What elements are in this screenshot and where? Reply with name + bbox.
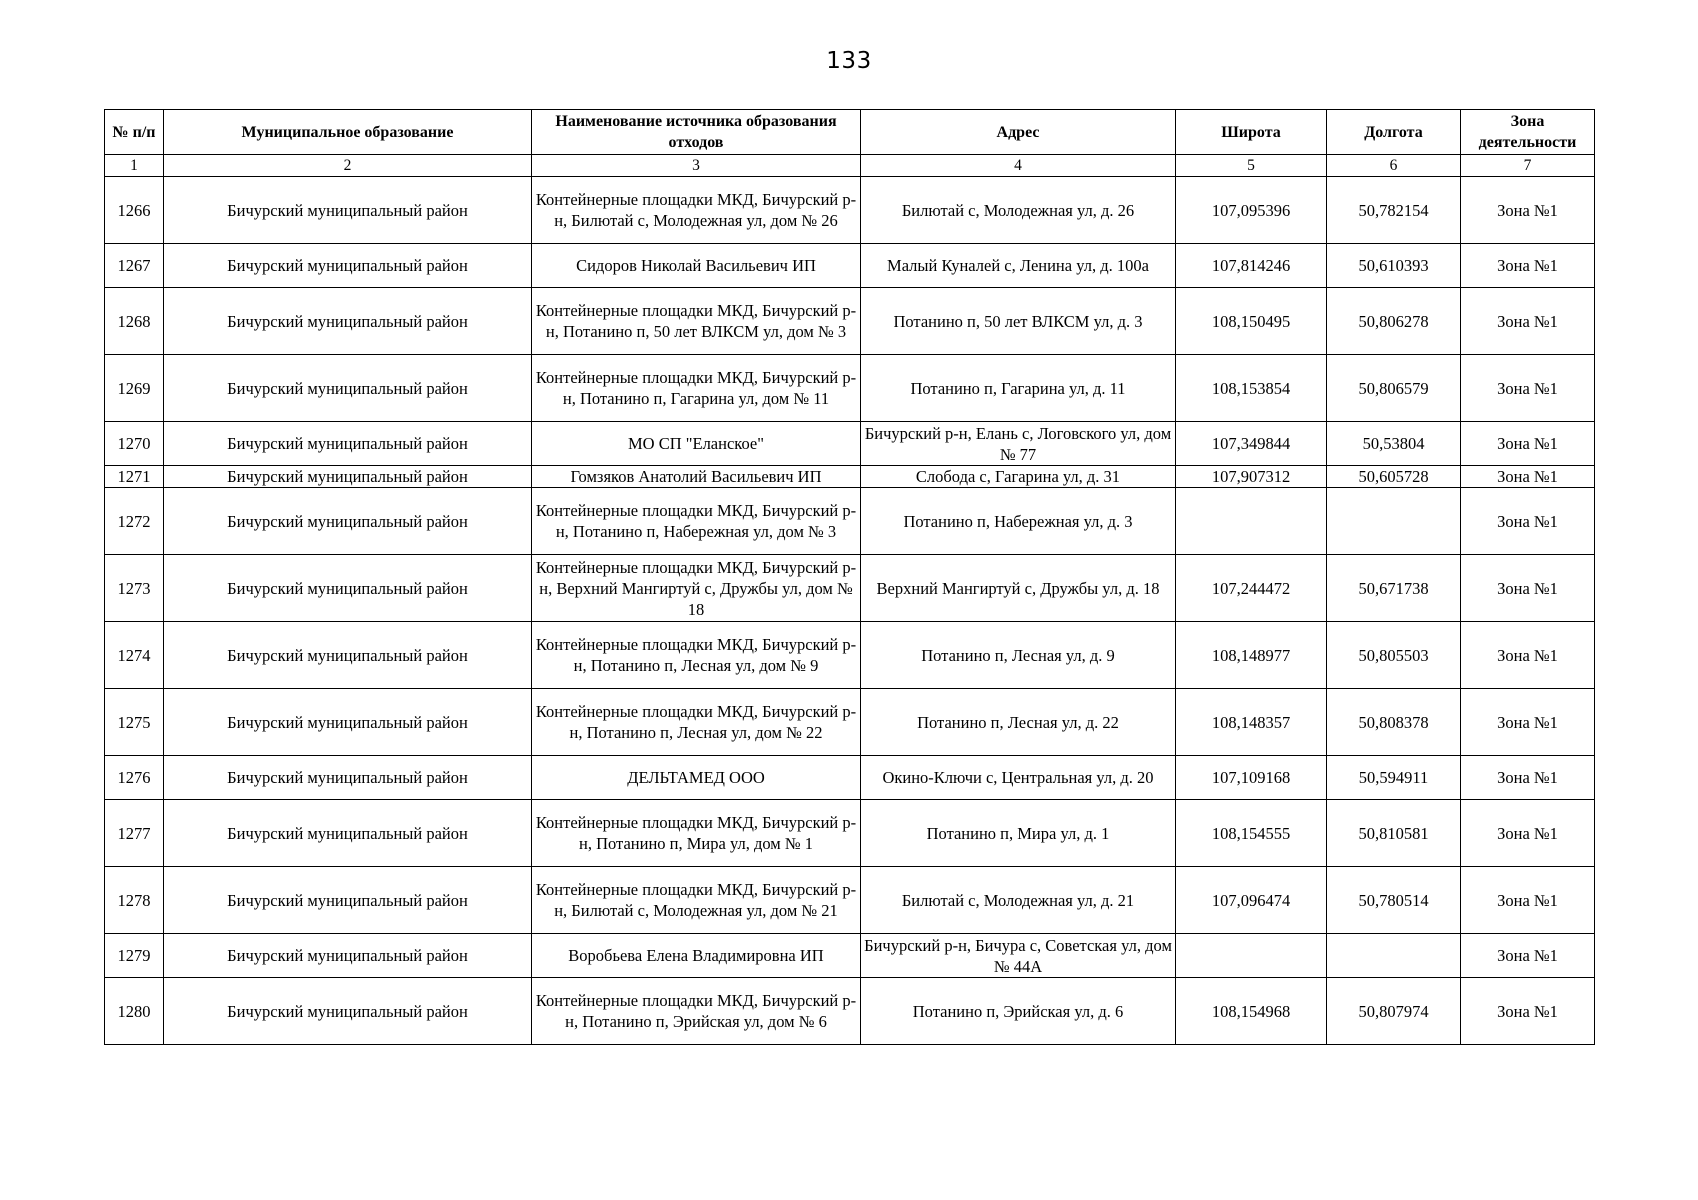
zone-cell: Зона №1 [1461, 934, 1595, 978]
source-cell: Контейнерные площадки МКД, Бичурский р-н, Билютай с, Молодежная ул, дом № 26 [532, 177, 861, 244]
source-cell: Гомзяков Анатолий Васильевич ИП [532, 466, 861, 488]
zone-cell: Зона №1 [1461, 466, 1595, 488]
table-row [105, 244, 1595, 288]
latitude-cell: 108,154968 [1176, 978, 1327, 1045]
zone-cell: Зона №1 [1461, 488, 1595, 555]
municipality-cell: Бичурский муниципальный район [164, 555, 532, 622]
longitude-cell: 50,780514 [1327, 867, 1461, 934]
header-row [105, 110, 1595, 155]
address-cell: Потанино п, Гагарина ул, д. 11 [861, 355, 1176, 422]
municipality-cell: Бичурский муниципальный район [164, 978, 532, 1045]
row-number-cell: 1266 [105, 177, 164, 244]
municipality-cell: Бичурский муниципальный район [164, 622, 532, 689]
table-row [105, 756, 1595, 800]
zone-cell: Зона №1 [1461, 978, 1595, 1045]
longitude-cell [1327, 488, 1461, 555]
municipality-cell: Бичурский муниципальный район [164, 689, 532, 756]
address-cell: Верхний Мангиртуй с, Дружбы ул, д. 18 [861, 555, 1176, 622]
latitude-cell: 108,148977 [1176, 622, 1327, 689]
header-cell-zone: Зона деятельности [1461, 110, 1595, 155]
address-cell: Потанино п, Лесная ул, д. 9 [861, 622, 1176, 689]
address-cell: Потанино п, 50 лет ВЛКСМ ул, д. 3 [861, 288, 1176, 355]
latitude-cell: 108,153854 [1176, 355, 1327, 422]
address-cell: Бичурский р-н, Бичура с, Советская ул, дом № 44А [861, 934, 1176, 978]
table-row [105, 978, 1595, 1045]
row-number-cell: 1273 [105, 555, 164, 622]
latitude-cell: 108,154555 [1176, 800, 1327, 867]
source-cell: Контейнерные площадки МКД, Бичурский р-н, Потанино п, Мира ул, дом № 1 [532, 800, 861, 867]
latitude-cell [1176, 934, 1327, 978]
address-cell: Потанино п, Набережная ул, д. 3 [861, 488, 1176, 555]
table-row [105, 934, 1595, 978]
address-cell: Слобода с, Гагарина ул, д. 31 [861, 466, 1176, 488]
address-cell: Малый Куналей с, Ленина ул, д. 100а [861, 244, 1176, 288]
address-cell: Билютай с, Молодежная ул, д. 26 [861, 177, 1176, 244]
table-row [105, 288, 1595, 355]
table-row [105, 466, 1595, 488]
latitude-cell: 107,095396 [1176, 177, 1327, 244]
column-number-cell: 7 [1461, 155, 1595, 177]
source-cell: Контейнерные площадки МКД, Бичурский р-н, Потанино п, Эрийская ул, дом № 6 [532, 978, 861, 1045]
table-row [105, 800, 1595, 867]
longitude-cell: 50,806278 [1327, 288, 1461, 355]
source-cell: Контейнерные площадки МКД, Бичурский р-н, Потанино п, 50 лет ВЛКСМ ул, дом № 3 [532, 288, 861, 355]
row-number-cell: 1271 [105, 466, 164, 488]
table-row [105, 488, 1595, 555]
latitude-cell: 107,814246 [1176, 244, 1327, 288]
table-row [105, 622, 1595, 689]
zone-cell: Зона №1 [1461, 355, 1595, 422]
table-row [105, 355, 1595, 422]
source-cell: Контейнерные площадки МКД, Бичурский р-н, Потанино п, Лесная ул, дом № 22 [532, 689, 861, 756]
table-row [105, 689, 1595, 756]
longitude-cell [1327, 934, 1461, 978]
table-row [105, 177, 1595, 244]
zone-cell: Зона №1 [1461, 800, 1595, 867]
municipality-cell: Бичурский муниципальный район [164, 422, 532, 466]
municipality-cell: Бичурский муниципальный район [164, 288, 532, 355]
longitude-cell: 50,605728 [1327, 466, 1461, 488]
page-number: 133 [826, 48, 872, 74]
header-cell-longitude: Долгота [1327, 110, 1461, 155]
row-number-cell: 1267 [105, 244, 164, 288]
header-cell-municipality: Муниципальное образование [164, 110, 532, 155]
longitude-cell: 50,671738 [1327, 555, 1461, 622]
longitude-cell: 50,805503 [1327, 622, 1461, 689]
row-number-cell: 1274 [105, 622, 164, 689]
longitude-cell: 50,53804 [1327, 422, 1461, 466]
column-number-cell: 3 [532, 155, 861, 177]
zone-cell: Зона №1 [1461, 555, 1595, 622]
row-number-cell: 1270 [105, 422, 164, 466]
source-cell: МО СП "Еланское" [532, 422, 861, 466]
row-number-cell: 1275 [105, 689, 164, 756]
header-cell-address: Адрес [861, 110, 1176, 155]
row-number-cell: 1276 [105, 756, 164, 800]
municipality-cell: Бичурский муниципальный район [164, 355, 532, 422]
source-cell: Контейнерные площадки МКД, Бичурский р-н, Потанино п, Набережная ул, дом № 3 [532, 488, 861, 555]
municipality-cell: Бичурский муниципальный район [164, 934, 532, 978]
row-number-cell: 1278 [105, 867, 164, 934]
zone-cell: Зона №1 [1461, 244, 1595, 288]
row-number-cell: 1279 [105, 934, 164, 978]
longitude-cell: 50,808378 [1327, 689, 1461, 756]
zone-cell: Зона №1 [1461, 867, 1595, 934]
municipality-cell: Бичурский муниципальный район [164, 488, 532, 555]
row-number-cell: 1269 [105, 355, 164, 422]
latitude-cell: 107,096474 [1176, 867, 1327, 934]
zone-cell: Зона №1 [1461, 288, 1595, 355]
zone-cell: Зона №1 [1461, 689, 1595, 756]
source-cell: Контейнерные площадки МКД, Бичурский р-н, Потанино п, Гагарина ул, дом № 11 [532, 355, 861, 422]
longitude-cell: 50,594911 [1327, 756, 1461, 800]
header-cell-latitude: Широта [1176, 110, 1327, 155]
column-number-cell: 1 [105, 155, 164, 177]
longitude-cell: 50,610393 [1327, 244, 1461, 288]
table-row [105, 555, 1595, 622]
latitude-cell: 107,349844 [1176, 422, 1327, 466]
column-number-cell: 4 [861, 155, 1176, 177]
address-cell: Потанино п, Мира ул, д. 1 [861, 800, 1176, 867]
column-number-row [105, 155, 1595, 177]
address-cell: Потанино п, Лесная ул, д. 22 [861, 689, 1176, 756]
latitude-cell: 107,109168 [1176, 756, 1327, 800]
source-cell: Сидоров Николай Васильевич ИП [532, 244, 861, 288]
zone-cell: Зона №1 [1461, 177, 1595, 244]
longitude-cell: 50,807974 [1327, 978, 1461, 1045]
source-cell: Контейнерные площадки МКД, Бичурский р-н, Верхний Мангиртуй с, Дружбы ул, дом № 18 [532, 555, 861, 622]
waste-sources-table [104, 109, 1595, 1045]
header-cell-number: № п/п [105, 110, 164, 155]
municipality-cell: Бичурский муниципальный район [164, 867, 532, 934]
zone-cell: Зона №1 [1461, 756, 1595, 800]
source-cell: Контейнерные площадки МКД, Бичурский р-н, Билютай с, Молодежная ул, дом № 21 [532, 867, 861, 934]
source-cell: ДЕЛЬТАМЕД ООО [532, 756, 861, 800]
table-row [105, 422, 1595, 466]
longitude-cell: 50,806579 [1327, 355, 1461, 422]
municipality-cell: Бичурский муниципальный район [164, 800, 532, 867]
row-number-cell: 1272 [105, 488, 164, 555]
municipality-cell: Бичурский муниципальный район [164, 244, 532, 288]
source-cell: Воробьева Елена Владимировна ИП [532, 934, 861, 978]
municipality-cell: Бичурский муниципальный район [164, 756, 532, 800]
zone-cell: Зона №1 [1461, 422, 1595, 466]
address-cell: Потанино п, Эрийская ул, д. 6 [861, 978, 1176, 1045]
municipality-cell: Бичурский муниципальный район [164, 466, 532, 488]
row-number-cell: 1268 [105, 288, 164, 355]
address-cell: Билютай с, Молодежная ул, д. 21 [861, 867, 1176, 934]
column-number-cell: 5 [1176, 155, 1327, 177]
column-number-cell: 2 [164, 155, 532, 177]
header-cell-source: Наименование источника образования отходов [532, 110, 861, 155]
latitude-cell: 107,907312 [1176, 466, 1327, 488]
zone-cell: Зона №1 [1461, 622, 1595, 689]
address-cell: Бичурский р-н, Елань с, Логовского ул, дом № 77 [861, 422, 1176, 466]
latitude-cell: 108,150495 [1176, 288, 1327, 355]
address-cell: Окино-Ключи с, Центральная ул, д. 20 [861, 756, 1176, 800]
longitude-cell: 50,810581 [1327, 800, 1461, 867]
latitude-cell: 107,244472 [1176, 555, 1327, 622]
latitude-cell: 108,148357 [1176, 689, 1327, 756]
table-row [105, 867, 1595, 934]
longitude-cell: 50,782154 [1327, 177, 1461, 244]
source-cell: Контейнерные площадки МКД, Бичурский р-н, Потанино п, Лесная ул, дом № 9 [532, 622, 861, 689]
row-number-cell: 1277 [105, 800, 164, 867]
row-number-cell: 1280 [105, 978, 164, 1045]
municipality-cell: Бичурский муниципальный район [164, 177, 532, 244]
latitude-cell [1176, 488, 1327, 555]
column-number-cell: 6 [1327, 155, 1461, 177]
